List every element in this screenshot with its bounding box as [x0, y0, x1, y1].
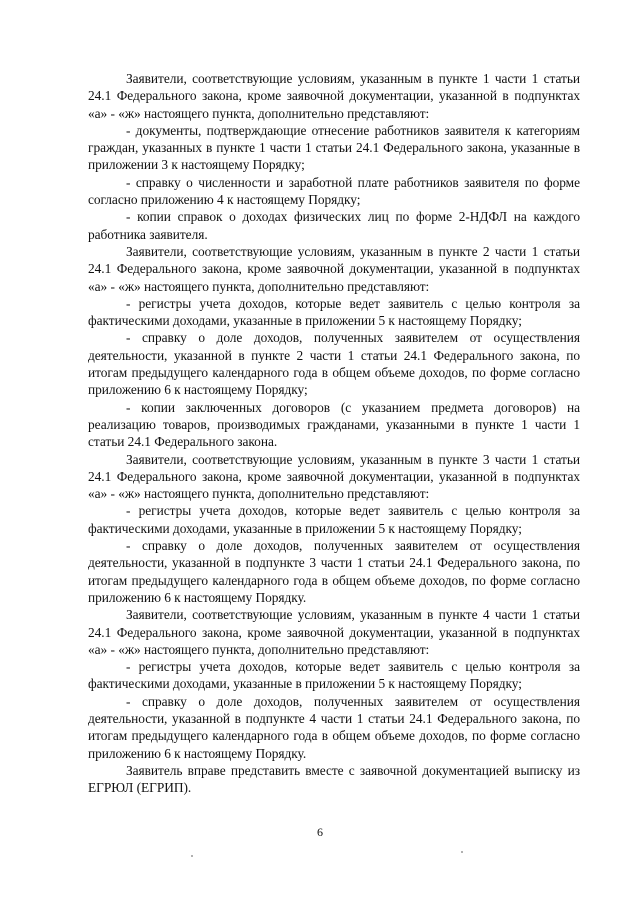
paragraph-11: - справку о доле доходов, полученных заявителем от осуществления деятельности, указанной в подпункте 3 части 1 статьи 24.1 Федерального закона, по итогам предыдущего календарного года в общем объеме доходов, по форме согласно приложению 6 к настоящему Порядку. — [88, 538, 580, 605]
paragraph-5: Заявители, соответствующие условиям, указанным в пункте 2 части 1 статьи 24.1 Федерального закона, кроме заявочной документации, указанной в подпунктах «а» - «ж» настоящего пункта, дополнительно представляют: — [88, 243, 580, 294]
paragraph-9: Заявители, соответствующие условиям, указанным в пункте 3 части 1 статьи 24.1 Федерального закона, кроме заявочной документации, указанной в подпунктах «а» - «ж» настоящего пункта, дополнительно представляют: — [88, 451, 580, 502]
paragraph-10: - регистры учета доходов, которые ведет заявитель с целью контроля за фактическими доходами, указанные в приложении 5 к настоящему Порядку; — [88, 503, 580, 536]
paragraph-15: Заявитель вправе представить вместе с заявочной документацией выписку из ЕГРЮЛ (ЕГРИП). — [88, 762, 580, 796]
paragraph-13: - регистры учета доходов, которые ведет заявитель с целью контроля за фактическими доходами, указанные в приложении 5 к настоящему Порядку; — [88, 659, 580, 692]
paragraph-2: - документы, подтверждающие отнесение работников заявителя к категориям граждан, указанных в пункте 1 части 1 статьи 24.1 Федерального закона, указанные в приложении 3 к настоящему Порядку; — [88, 122, 580, 173]
paragraph-3: - справку о численности и заработной плате работников заявителя по форме согласно приложению 4 к настоящему Порядку; — [88, 174, 580, 208]
paragraph-1: Заявители, соответствующие условиям, указанным в пункте 1 части 1 статьи 24.1 Федерального закона, кроме заявочной документации, указанной в подпунктах «а» - «ж» настоящего пункта, дополнительно представляют: — [88, 71, 580, 121]
paragraph-7: - справку о доле доходов, полученных заявителем от осуществления деятельности, указанной в пункте 2 части 1 статьи 24.1 Федерального закона, по итогам предыдущего календарного года в общем объеме доходов, по форме согласно приложению 6 к настоящему Порядку; — [88, 330, 580, 398]
paragraph-14: - справку о доле доходов, полученных заявителем от осуществления деятельности, указанной в подпункте 4 части 1 статьи 24.1 Федерального закона, по итогам предыдущего календарного года в общем объеме доходов, по форме согласно приложению 6 к настоящему Порядку. — [88, 693, 580, 761]
paragraph-8: - копии заключенных договоров (с указанием предмета договоров) на реализацию товаров, производимых гражданами, указанными в пункте 1 части 1 статьи 24.1 Федерального закона. — [88, 399, 580, 450]
paragraph-6: - регистры учета доходов, которые ведет заявитель с целью контроля за фактическими доходами, указанные в приложении 5 к настоящему Порядку; — [88, 295, 580, 329]
scan-speck — [191, 855, 193, 857]
scan-speck — [461, 851, 463, 853]
document-body — [88, 70, 580, 796]
paragraph-12: Заявители, соответствующие условиям, указанным в пункте 4 части 1 статьи 24.1 Федерального закона, кроме заявочной документации, указанной в подпунктах «а» - «ж» настоящего пункта, дополнительно представляют: — [88, 607, 580, 657]
paragraph-4: - копии справок о доходах физических лиц по форме 2-НДФЛ на каждого работника заявителя. — [88, 209, 580, 242]
page-number: 6 — [317, 825, 323, 839]
